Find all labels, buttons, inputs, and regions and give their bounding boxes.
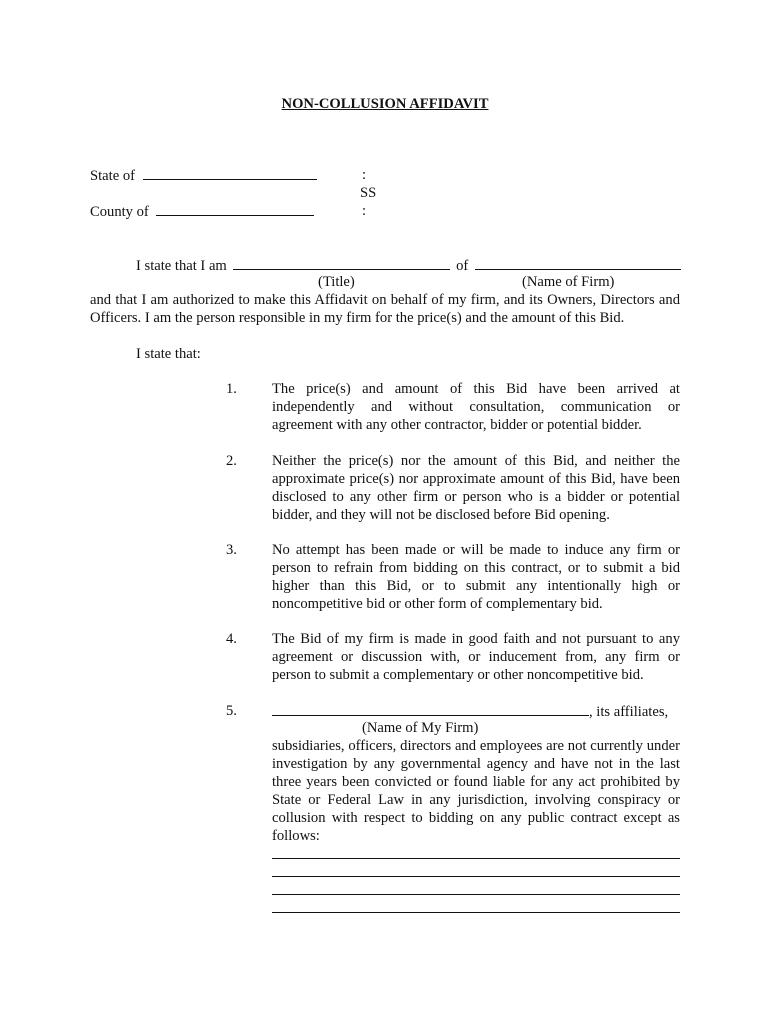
state-line — [90, 166, 317, 185]
venue-colon-bottom: : — [362, 203, 367, 219]
county-label: County of — [90, 204, 149, 220]
i-state-that: I state that: — [136, 346, 201, 362]
item-4-text: The Bid of my firm is made in good faith and not pursuant to any agreement or discussion with, or inducement from, any firm or person to submit a complementary or other noncompetitive bid. — [272, 631, 680, 683]
firm-name-field[interactable] — [475, 256, 681, 270]
intro-continuation: and that I am authorized to make this Affidavit on behalf of my firm, and its Owners, Directors and Officers. I am the person responsible in my firm for the price(s) and the amount of this Bid. — [90, 292, 680, 326]
item-5-text: subsidiaries, officers, directors and employees are not currently under investigation by any governmental agency and have not in the last three years been convicted or found liable for any act prohibited by State or Federal Law in any jurisdiction, involving conspiracy or collusion with respect to bidding on any public contract except as follows: — [272, 738, 680, 844]
item-4-number: 4. — [226, 631, 237, 647]
my-firm-caption: (Name of My Firm) — [362, 720, 479, 736]
item-2-text: Neither the price(s) nor the amount of this Bid, and neither the approximate price(s) nor approximate amount of this Bid, have been disclosed to any other firm or person who is a bidder or potential bidder, and they will not be disclosed before Bid opening. — [272, 453, 680, 523]
exception-line-3[interactable] — [272, 894, 680, 895]
state-field[interactable] — [143, 166, 317, 180]
document-title: NON-COLLUSION AFFIDAVIT — [281, 96, 489, 112]
exception-line-4[interactable] — [272, 912, 680, 913]
item-3-text: No attempt has been made or will be made to induce any firm or person to refrain from bidding on this contract, or to submit a bid higher than this Bid, or to submit any intentionally high or noncompetitive bid or other form of complementary bid. — [272, 542, 680, 612]
county-line — [90, 202, 314, 221]
item-1-text: The price(s) and amount of this Bid have been arrived at independently and without consultation, communication or agreement with any other contractor, bidder or potential bidder. — [272, 381, 680, 433]
of-label: of — [456, 258, 469, 274]
title-field[interactable] — [233, 256, 450, 270]
state-label: State of — [90, 168, 135, 184]
county-field[interactable] — [156, 202, 314, 216]
exception-line-1[interactable] — [272, 858, 680, 859]
venue-colon-top: : — [362, 167, 367, 183]
item-5-suffix: , its affiliates, — [589, 704, 669, 720]
item-1-number: 1. — [226, 381, 237, 397]
item-3-number: 3. — [226, 542, 237, 558]
exception-line-2[interactable] — [272, 876, 680, 877]
item-2-number: 2. — [226, 453, 237, 469]
venue-ss: SS — [360, 185, 377, 201]
firm-caption: (Name of Firm) — [522, 274, 615, 290]
my-firm-name-field[interactable] — [272, 702, 589, 716]
title-caption: (Title) — [318, 274, 355, 290]
item-5-number: 5. — [226, 703, 237, 719]
i-state-that-i-am: I state that I am — [136, 258, 227, 274]
